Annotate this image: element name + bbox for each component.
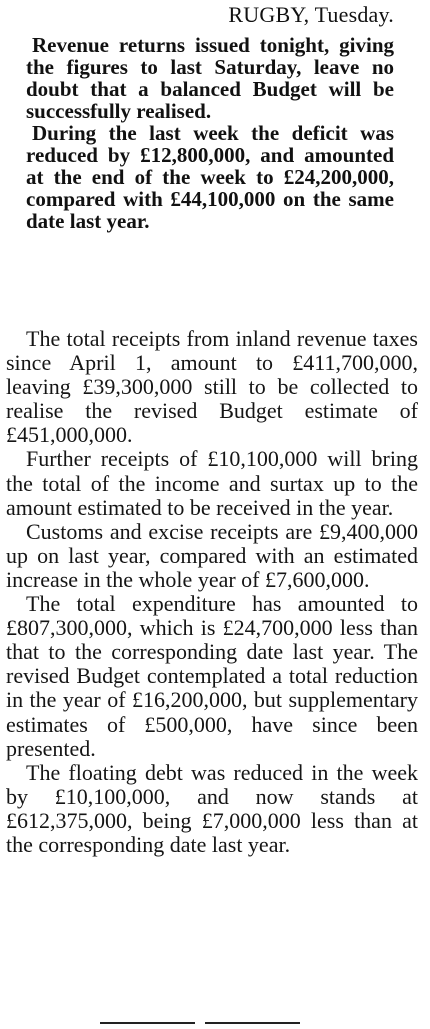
lead-paragraph-1: Revenue returns issued tonight, giving the figures to last Saturday, leave no doubt that a balanced Budget will be successfully realised. [26, 33, 394, 123]
body-paragraph-3: Customs and excise receipts are £9,400,000 up on last year, compared with an estimated increase in the whole year of £7,600,000. [6, 518, 418, 592]
body-paragraph-4: The total expenditure has amounted to £807,300,000, which is £24,700,000 less than that to the corresponding date last year. The revised Budget contemplated a total reduction in the year of £16,200,000, but supplementary estimates of £500,000, have since been presented. [6, 591, 418, 761]
end-rule [100, 1022, 300, 1025]
lead-paragraph-2: During the last week the deficit was reduced by £12,800,000, and amounted at the end of the week to £24,200,000, compared with £44,100,000 on the same date last year. [26, 121, 394, 233]
end-rule-left [100, 1022, 195, 1024]
body-paragraph-5: The floating debt was reduced in the week by £10,100,000, and now stands at £612,375,000, being £7,000,000 less than at the corresponding date last year. [6, 759, 418, 857]
lead-section [26, 34, 394, 232]
body-paragraph-1: The total receipts from inland revenue taxes since April 1, amount to £411,700,000, leaving £39,300,000 still to be collected to realise the revised Budget estimate of £451,000,000. [6, 326, 418, 448]
body-paragraph-2: Further receipts of £10,100,000 will bring the total of the income and surtax up to the amount estimated to be received in the year. [6, 446, 418, 520]
body-section [6, 327, 418, 857]
dateline: RUGBY, Tuesday. [228, 2, 394, 27]
end-rule-right [205, 1022, 300, 1024]
